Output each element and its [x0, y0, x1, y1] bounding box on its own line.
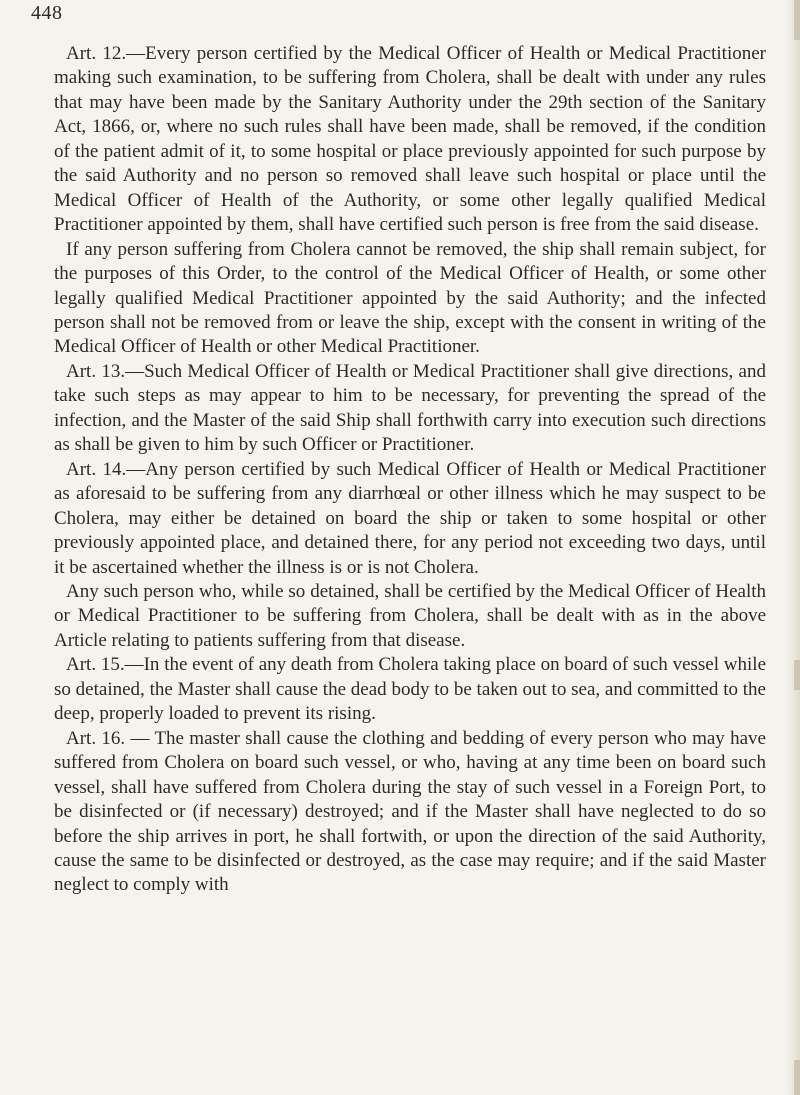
paragraph-art-14: Art. 14.—Any person certified by such Medical Officer of Health or Medical Practitioner as aforesaid to be suffering from any diarrhœal or other illness which he may suspect to be Cholera, may either be detained on board the ship or taken to some hospital or other previously appointed place, and detained there, for any period not exceeding two days, until it be ascertained whether the illness is or is not Cholera. — [54, 458, 766, 578]
paragraph-art-16: Art. 16. — The master shall cause the clothing and bedding of every person who may have suffered from Cholera on board such vessel, or who, having at any time been on board such vessel, shall have suffered from Cholera during the stay of such vessel in a Foreign Port, to be disinfected or (if necessary) destroyed; and if the Master shall have neglected to do so before the ship arrives in port, he shall fortwith, or upon the direction of the said Authority, cause the same to be disinfected or destroyed, as the case may require; and if the said Master neglect to comply with — [54, 727, 766, 896]
page-edge-mark — [794, 660, 800, 690]
paragraph-detained-person: Any such person who, while so detained, shall be certified by the Medical Officer of Health or Medical Practitioner to be suffering from Cholera, shall be dealt with as in the above Article relating to patients suffering from that disease. — [54, 580, 766, 651]
paragraph-art-13: Art. 13.—Such Medical Officer of Health or Medical Practitioner shall give directions, and take such steps as may appear to him to be necessary, for preventing the spread of the infection, and the Master of the said Ship shall forthwith carry into execution such directions as shall be given to him by such Officer or Practitioner. — [54, 360, 766, 456]
page-edge-mark — [794, 0, 800, 40]
paragraph-art-15: Art. 15.—In the event of any death from Cholera taking place on board of such vessel while so detained, the Master shall cause the dead body to be taken out to sea, and committed to the deep, properly loaded to prevent its rising. — [54, 654, 766, 725]
page-number: 448 — [31, 2, 63, 24]
paragraph-cholera-not-removed: If any person suffering from Cholera cannot be removed, the ship shall remain subject, for the purposes of this Order, to the control of the Medical Officer of Health, or some other legally qualified Medical Practitioner appointed by the said Authority; and the infected person shall not be removed from or leave the ship, except with the consent in writing of the Medical Officer of Health or other Medical Practitioner. — [54, 238, 766, 358]
page-edge-shadow — [786, 0, 800, 1095]
body-text — [54, 42, 766, 898]
page-edge-mark — [794, 1060, 800, 1095]
paragraph-art-12: Art. 12.—Every person certified by the Medical Officer of Health or Medical Practitioner making such examination, to be suffering from Cholera, shall be dealt with under any rules that may have been made by the Sanitary Authority under the 29th section of the Sanitary Act, 1866, or, where no such rules shall have been made, shall be removed, if the condition of the patient admit of it, to some hospital or place previously appointed for such purpose by the said Authority and no person so removed shall leave such hospital or place until the Medical Officer of Health of the Authority, or some other legally qualified Medical Practitioner appointed by them, shall have certified such person is free from the said disease. — [54, 43, 766, 236]
